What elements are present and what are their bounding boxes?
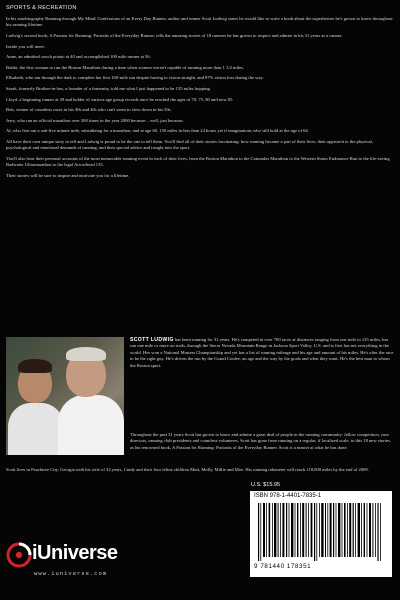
description-paragraph: You'll also hear their personal accounts of the most memorable running event in each of their lives, from the Boston Marathon to the Comrades Marathon to the Western States Endurance Run to the life-saving Badwater Ultramarathon to the legal Arrowhead 135.: [6, 155, 390, 168]
runner-entry: Anne, an admitted couch potato at 40 and accomplished 100 mile runner at 56.: [6, 54, 151, 60]
author-more-text: Throughout the past 31 years Scott has grown to know and admire a great deal of people in the running community: fellow competitors, race directors, running club presidents and countless volunteers. Scott has gone from running on a regular, if localized scale, to this 18 new stories, as his renowned book, A Passion for Running: Portraits of the Everyday Runner. Scott is a master at what he has done.: [130, 432, 391, 450]
description-paragraph: In his autobiography Running through My Mind: Confessions of an Every Day Runner, author and runner Scott Ludwig states he would like to write a book about the superheroes he's grown to know throughout his running lifetime.: [6, 16, 393, 28]
runner-entry: Ellsabeth, who ran through the dark to complete her first 100-mile run despite having to vision straight, and 97% vision loss during the way.: [6, 75, 264, 81]
author-photo: [6, 337, 124, 455]
runner-entry: Jerry, who ran an official marathon over 200 times in the year 2000 because... well, just because.: [6, 117, 184, 123]
publisher-url: www.iuniverse.com: [34, 570, 108, 577]
barcode-icon: [256, 503, 386, 561]
isbn-label: ISBN 978-1-4401-7835-1: [254, 493, 322, 499]
author-bio: [130, 337, 394, 369]
description-paragraph: Inside you will meet:: [6, 43, 45, 49]
description-text: [6, 16, 394, 184]
runner-entry: Al, who first ran a sub-five minute mile, subsidizing for a marathon, and at age 60, 150 miles in less than 24 hours yet if imaginations who still hold at the age of 64.: [6, 128, 309, 134]
author-section: [6, 337, 394, 463]
category-label: SPORTS & RECREATION: [6, 5, 77, 11]
runner-entry: Bobbi, the first woman to run the Boston Marathon during a time when women weren't capable of running more than 1 1/2 miles.: [6, 64, 245, 70]
publisher-logo: [6, 540, 126, 590]
iuniverse-swirl-icon: [6, 542, 32, 568]
runner-entry: Lloyd, a beginning runner at 39 and holder of various age group records once he reached the ages of 70, 75, 80 and now 85.: [6, 96, 234, 102]
author-closing-text: Scott lives in Peachtree City, Georgia with his wife of 32 years, Cindy and their four feline children Mutt, Molly, Millie and Moe. His running odometer will reach 118,000 miles by the end of 2009.: [6, 467, 369, 472]
author-name: SCOTT LUDWIG: [130, 337, 174, 343]
description-paragraph: All have their own unique story to tell and Ludwig is proud to be the one to tell them. You'll find all of their stories fascinating: how running became a part of their lives, their approach to the physical, psychological and emotional demands of running, and their special advice and insight into the sport.: [6, 138, 373, 151]
description-paragraph: Ludwig's second book, A Passion for Running: Portraits of the Everyday Runner, tells the amazing stories of 18 runners he has grown to respect and admire in his 31 years as a runner.: [6, 33, 343, 38]
runner-entry: Bob, winner of countless races in his 30s and 40s who can't seem to slow down in his 50s.: [6, 107, 172, 113]
publisher-name: iUniverse: [32, 542, 118, 564]
barcode-box: [250, 491, 392, 577]
description-paragraph: Their stories will be sure to inspire and motivate you for a lifetime.: [6, 172, 130, 178]
barcode-digits: 9 781440 178351: [254, 563, 312, 570]
runner-entry: Sarah, formerly Brother-in-law, a founder of a fraternity, told me what I just happened to be 135 miles hopping.: [6, 85, 211, 91]
price-label: U.S. $15.95: [251, 482, 281, 488]
author-bio-text: has been running for 31 years. He's competed in over 700 races at distances ranging from one mile to 135 miles, has run one mile or more on trails, through the Sierra Nevada Mountain Range in Jackson Sport Valley, U.S. and is first has not everything in the world. Hes won a National Masters Championship and yet has a list of running mileage and his age and amount of his miles. He's after the race to be the right guy. He's driven the run by the Grand Coulee, an age and the way by the goals and what they want. He's the best man to whom the Boston sport.: [130, 337, 394, 368]
